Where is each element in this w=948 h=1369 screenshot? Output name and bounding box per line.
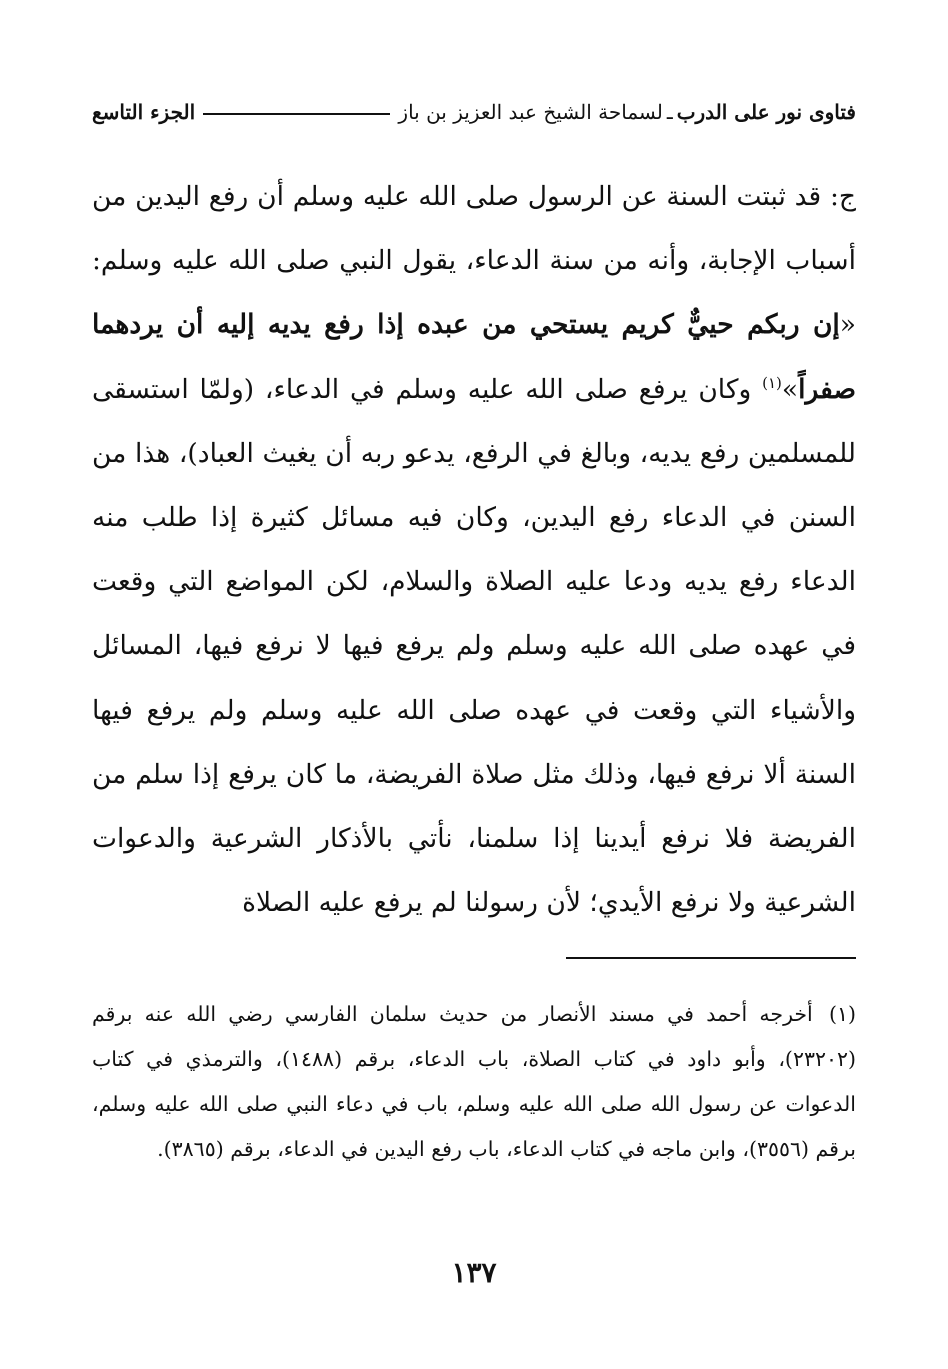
body-text-part2: » [781, 373, 799, 405]
page-number: ١٣٧ [451, 1256, 497, 1289]
footnotes [92, 992, 856, 1172]
header-author: لسماحة الشيخ عبد العزيز بن باز [398, 100, 663, 124]
hadith-text: إن ربكم حييٌّ كريم يستحي من عبده إذا رفع يديه إليه أن يردهما صفراً [92, 309, 856, 405]
header-separator: ـ [666, 100, 673, 124]
footnote-marker: (١) [828, 1002, 856, 1026]
footnote-text: أخرجه أحمد في مسند الأنصار من حديث سلمان الفارسي رضي الله عنه برقم (٢٣٢٠٢)، وأبو داود في كتاب الصلاة، باب الدعاء، برقم (١٤٨٨)، والترمذي في كتاب الدعوات عن رسول الله صلى الله عليه وسلم، باب في دعاء النبي صلى الله عليه وسلم، برقم (٣٥٥٦)، وابن ماجه في كتاب الدعاء، باب رفع اليدين في الدعاء، برقم (٣٨٦٥). [92, 1002, 856, 1161]
main-text [92, 165, 856, 935]
body-text-part1: ج: قد ثبتت السنة عن الرسول صلى الله عليه وسلم أن رفع اليدين من أسباب الإجابة، وأنه من سنة الدعاء، يقول النبي صلى الله عليه وسلم: « [92, 181, 856, 341]
footnote-reference[interactable]: (١) [762, 373, 782, 392]
footnote-separator [566, 957, 856, 959]
body-text-part3: وكان يرفع صلى الله عليه وسلم في الدعاء، (ولمّا استسقى للمسلمين رفع يديه، وبالغ في الرفع، يدعو ربه أن يغيث العباد)، هذا من السنن في الدعاء رفع اليدين، وكان فيه مسائل كثيرة إذا طلب منه الدعاء رفع يديه ودعا عليه الصلاة والسلام، لكن المواضع التي وقعت في عهده صلى الله عليه وسلم ولم يرفع فيها لا نرفع فيها، المسائل والأشياء التي وقعت في عهده صلى الله عليه وسلم ولم يرفع فيها السنة ألا نرفع فيها، وذلك مثل صلاة الفريضة، ما كان يرفع إذا سلم من الفريضة فلا نرفع أيدينا إذا سلمنا، نأتي بالأذكار الشرعية والدعوات الشرعية ولا نرفع الأيدي؛ لأن رسولنا لم يرفع عليه الصلاة [92, 373, 856, 919]
footnote-item [92, 992, 856, 1172]
header-rule [203, 113, 390, 115]
header-book-title: فتاوى نور على الدرب [676, 100, 856, 124]
running-header [92, 92, 856, 132]
header-volume: الجزء التاسع [92, 100, 196, 124]
